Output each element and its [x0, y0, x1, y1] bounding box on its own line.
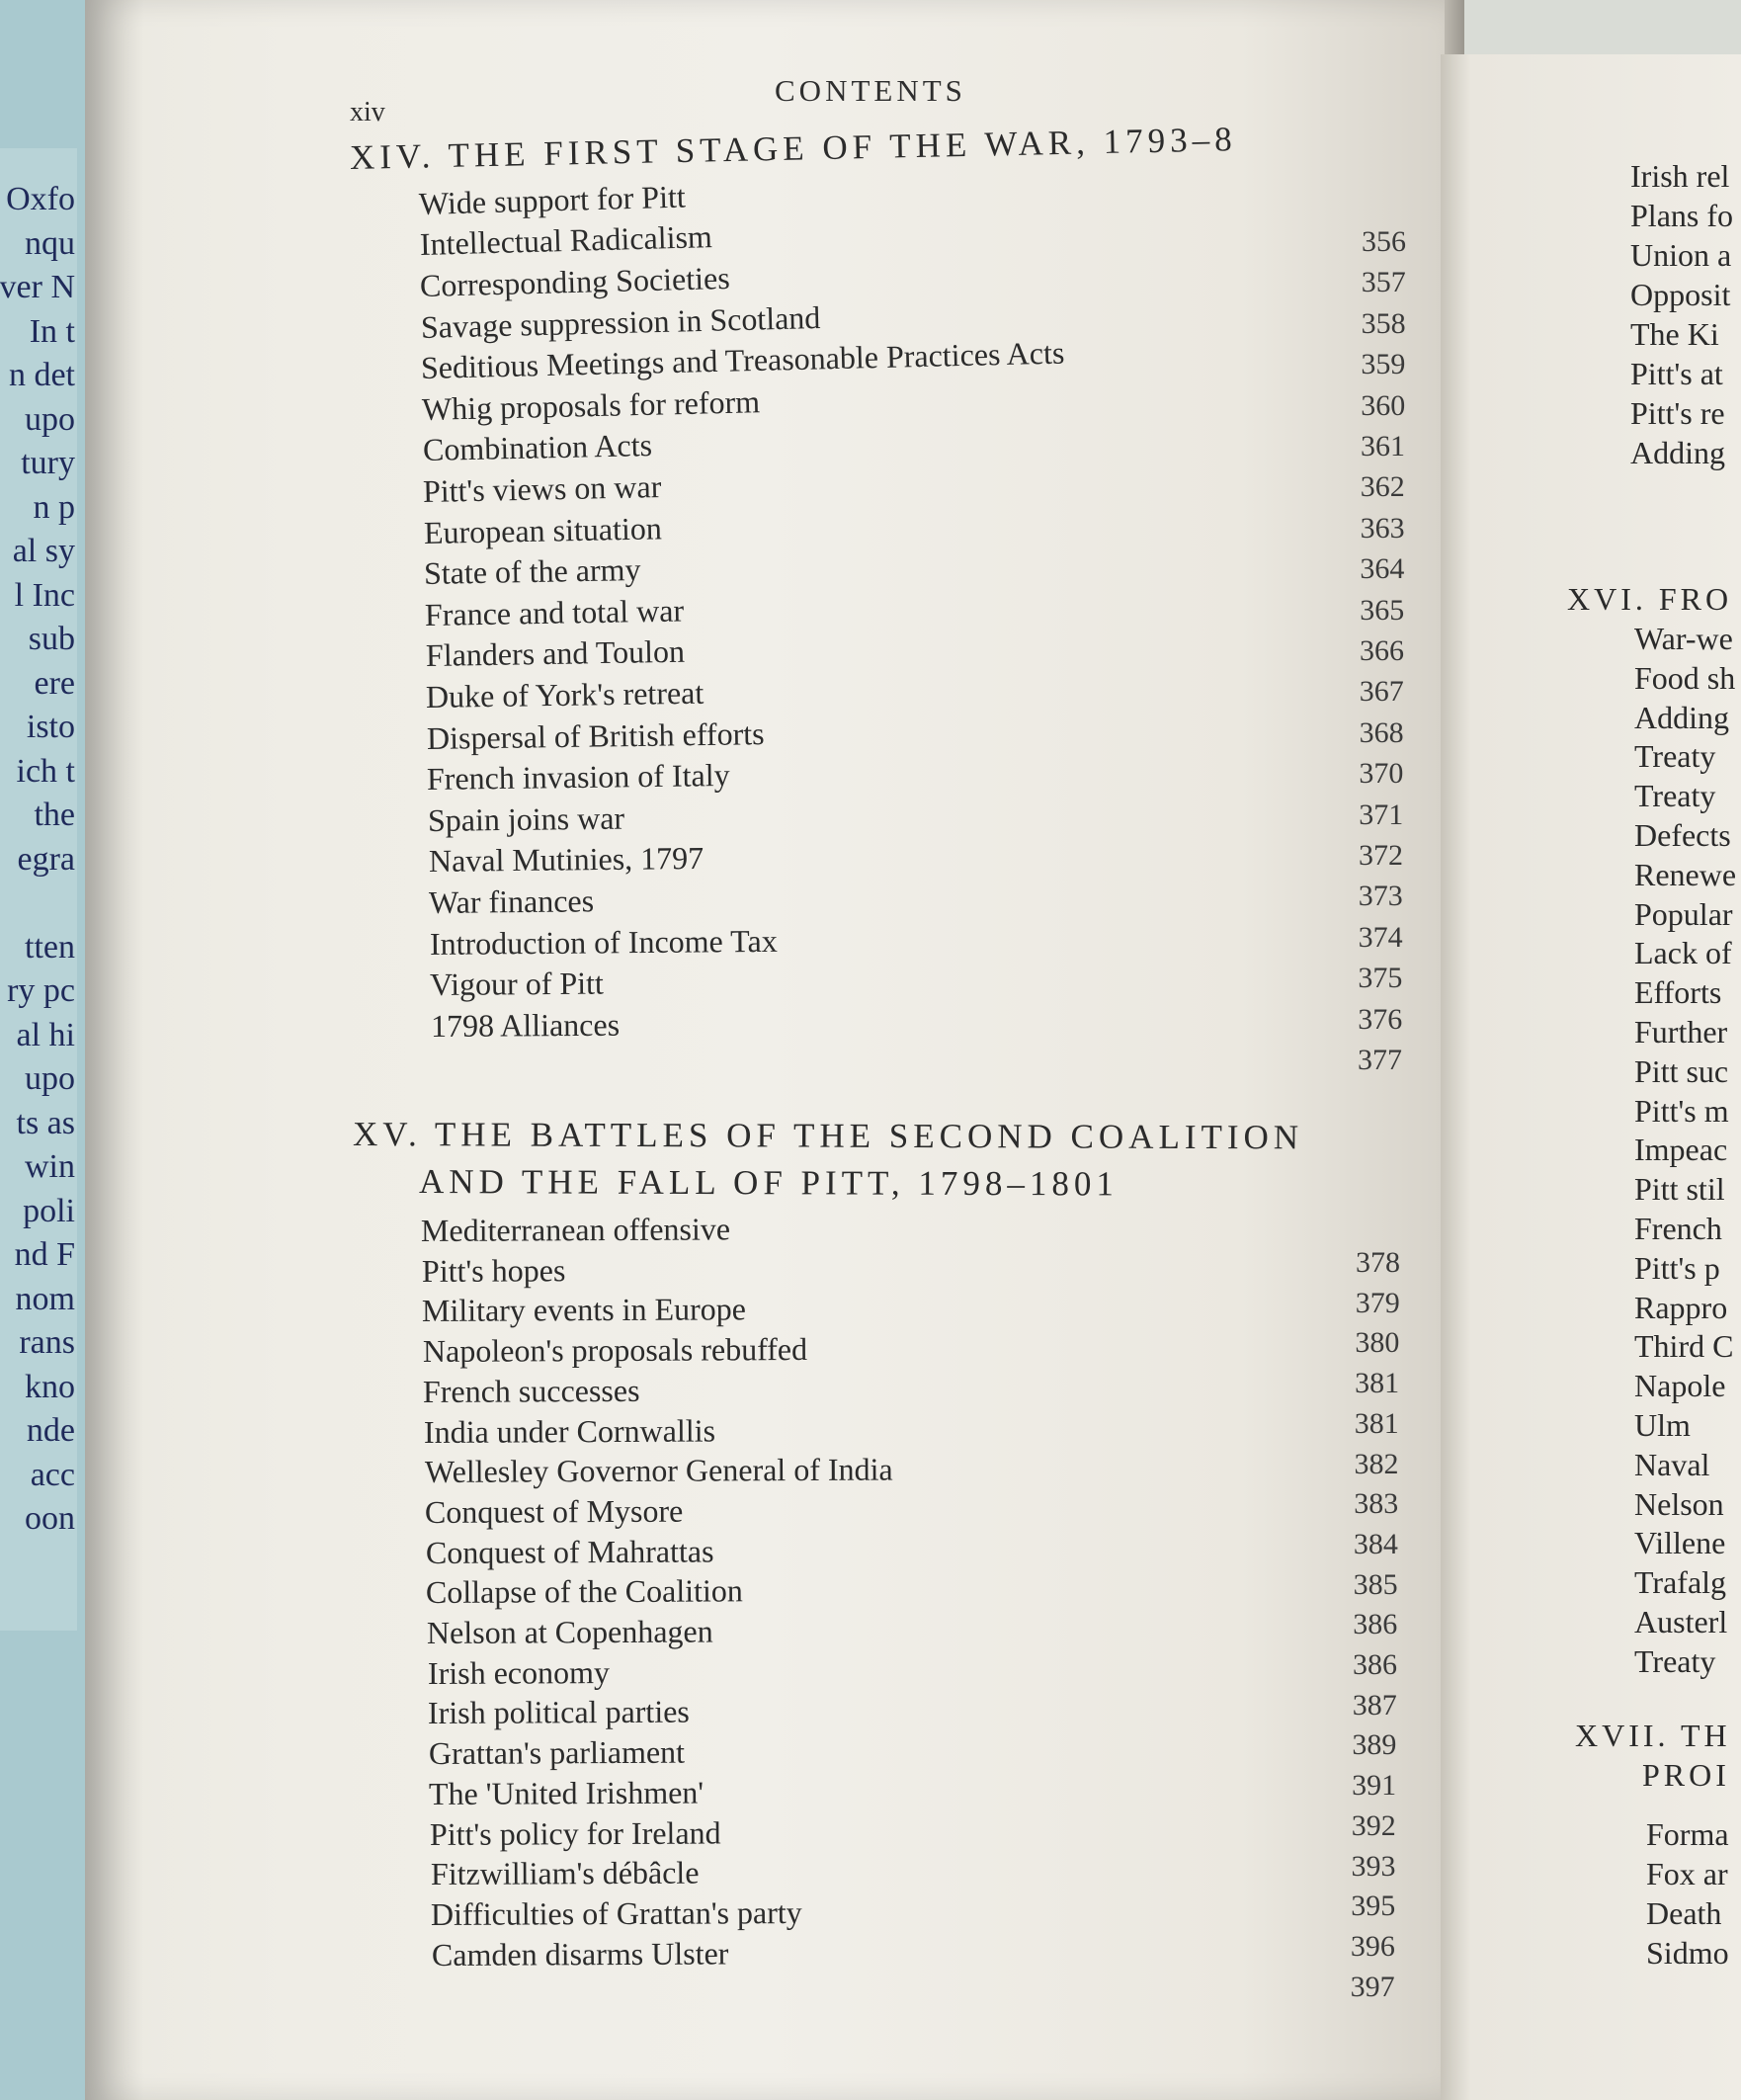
facing-page-entry: Impeac [1634, 1132, 1728, 1168]
facing-page-entry: Adding [1634, 699, 1729, 735]
contents-entry-title: Collapse of the Coalition [426, 1572, 744, 1611]
contents-entry-title: Camden disarms Ulster [431, 1935, 729, 1973]
contents-entry-page: 386 [1353, 1608, 1398, 1641]
contents-entry-page: 383 [1354, 1487, 1399, 1521]
facing-page-entry: Further [1634, 1014, 1728, 1050]
contents-entry-page: 391 [1352, 1769, 1397, 1803]
facing-page-entry: Death [1646, 1895, 1722, 1931]
contents-entry-title: Nelson at Copenhagen [426, 1613, 713, 1650]
contents-entry-page: 396 [1350, 1929, 1395, 1963]
adjacent-book-text-line: upo [25, 400, 75, 438]
facing-page-entry: Opposit [1630, 277, 1731, 312]
contents-entry-page: 385 [1353, 1567, 1398, 1601]
contents-entry-title: War finances [429, 882, 595, 920]
facing-page-entry: Villene [1634, 1525, 1726, 1561]
contents-entry-page: 374 [1358, 920, 1403, 954]
contents-entry-title: Difficulties of Grattan's party [431, 1893, 803, 1932]
adjacent-book-text-line: ts as [16, 1104, 75, 1141]
contents-entry-title: Pitt's hopes [421, 1251, 566, 1289]
facing-page [1441, 54, 1741, 2100]
adjacent-book-text-line: acc [30, 1456, 75, 1493]
contents-entry-page: 381 [1354, 1406, 1399, 1440]
facing-page-entry: Treaty [1634, 778, 1716, 814]
contents-entry-title: Naval Mutinies, 1797 [428, 840, 704, 880]
adjacent-book-text-line: tten [25, 928, 75, 966]
running-head: CONTENTS [775, 73, 966, 108]
facing-page-entry: Sidmo [1646, 1935, 1729, 1971]
adjacent-book-text-line: n det [8, 357, 75, 393]
contents-entry-page: 380 [1355, 1326, 1400, 1360]
adjacent-book-text-line: egra [17, 840, 75, 878]
contents-entry-page: 381 [1355, 1367, 1400, 1400]
adjacent-book-text-line: In t [29, 312, 75, 350]
chapter-numeral: XV. [352, 1115, 435, 1154]
adjacent-book-text-line: upo [25, 1060, 75, 1097]
contents-entry-page: 397 [1350, 1970, 1395, 2003]
adjacent-book-text-line: Oxfo [6, 181, 75, 217]
adjacent-book-text-line: kno [25, 1368, 75, 1405]
adjacent-book-text-line: win [25, 1148, 75, 1185]
contents-entry-page: 356 [1362, 225, 1406, 258]
adjacent-book-text-line: ere [34, 664, 75, 702]
contents-entry-page: 386 [1353, 1648, 1397, 1681]
contents-entry-title: Irish political parties [428, 1694, 691, 1731]
facing-page-entry: Pitt suc [1634, 1052, 1729, 1089]
contents-entry-page: 364 [1360, 552, 1405, 586]
contents-entry-title: France and total war [424, 592, 685, 632]
contents-entry-title: Whig proposals for reform [421, 383, 761, 427]
contents-entry-title: Vigour of Pitt [430, 965, 605, 1003]
adjacent-book-text-line: al hi [16, 1016, 75, 1053]
facing-page-entry: Lack of [1634, 935, 1732, 971]
chapter-heading [419, 1162, 1119, 1204]
adjacent-book-cover [0, 0, 87, 2100]
gutter-shadow [85, 0, 144, 2100]
facing-page-entry: Defects [1634, 817, 1731, 853]
facing-page-entry: Nelson [1634, 1485, 1724, 1522]
facing-page-entry: Treaty [1634, 1642, 1716, 1679]
contents-entry-page: 378 [1356, 1246, 1400, 1279]
contents-entry-page: 375 [1358, 962, 1403, 995]
contents-entry-title: Conquest of Mysore [425, 1492, 684, 1530]
facing-page-entry: Food sh [1634, 659, 1736, 696]
adjacent-book-text-line: ver N [0, 269, 75, 305]
facing-page-entry: Fox ar [1646, 1856, 1728, 1891]
contents-entry-title: Fitzwilliam's débâcle [430, 1854, 700, 1892]
facing-page-entry: Plans fo [1630, 198, 1733, 233]
adjacent-book-text-line: tury [21, 445, 75, 481]
contents-entry-title: Savage suppression in Scotland [420, 298, 821, 345]
facing-page-chapter-heading: XVII. TH [1575, 1718, 1731, 1753]
contents-entry-title: Wellesley Governor General of India [424, 1451, 893, 1490]
contents-entry-title: Spain joins war [427, 799, 625, 838]
contents-entry-page: 373 [1358, 880, 1403, 913]
contents-entry-title: India under Cornwallis [423, 1411, 716, 1450]
adjacent-book-text-line: the [34, 797, 75, 833]
facing-page-entry: Naval [1634, 1446, 1710, 1482]
contents-entry-page: 368 [1359, 715, 1404, 749]
facing-page-entry: Napole [1634, 1368, 1726, 1404]
facing-page-entry: French [1634, 1211, 1722, 1246]
contents-entry-title: Duke of York's retreat [425, 674, 705, 714]
contents-entry-title: Flanders and Toulon [425, 633, 685, 674]
facing-page-chapter-heading: XVI. FRO [1567, 581, 1733, 617]
contents-entry-title: Corresponding Societies [419, 259, 731, 303]
contents-entry-page: 387 [1352, 1688, 1397, 1722]
chapter-title-line: THE BATTLES OF THE SECOND COALITION [434, 1115, 1304, 1157]
contents-entry-title: Conquest of Mahrattas [425, 1533, 714, 1570]
adjacent-book-text-line: nd F [14, 1236, 75, 1273]
contents-entry-title: The 'United Irishmen' [429, 1774, 705, 1811]
contents-entry-page: 379 [1355, 1286, 1400, 1319]
contents-entry-title: French invasion of Italy [427, 757, 731, 798]
facing-page-entry: Pitt's at [1630, 356, 1723, 391]
chapter-heading [353, 1115, 1303, 1157]
facing-page-entry: Rappro [1634, 1289, 1728, 1325]
contents-entry-page: 359 [1361, 348, 1406, 381]
contents-entry-page: 392 [1351, 1808, 1396, 1842]
contents-entry-page: 361 [1361, 430, 1405, 462]
contents-entry-page: 367 [1359, 675, 1404, 709]
contents-entry-page: 384 [1353, 1527, 1398, 1560]
contents-entry-page: 370 [1359, 757, 1404, 791]
adjacent-book-text-line: oon [25, 1500, 75, 1537]
facing-page-entry: Pitt's re [1630, 395, 1725, 431]
adjacent-book-text-line: nom [15, 1280, 75, 1317]
contents-entry-title: Wide support for Pitt [418, 178, 687, 221]
facing-page-entry: The Ki [1630, 316, 1719, 352]
contents-entry-title: Military events in Europe [422, 1291, 747, 1329]
page-folio: xiv [350, 97, 385, 127]
contents-entry-title: Napoleon's proposals rebuffed [422, 1331, 807, 1370]
contents-entry-page: 360 [1361, 388, 1406, 422]
adjacent-book-text-line: sub [28, 621, 75, 657]
contents-entry-title: European situation [423, 509, 662, 550]
adjacent-book-text-line: rans [19, 1324, 75, 1361]
contents-entry-page: 376 [1358, 1002, 1403, 1036]
adjacent-book-text-line: isto [26, 709, 75, 745]
facing-page-entry: Adding [1630, 435, 1725, 470]
facing-page-entry: Union a [1630, 237, 1732, 273]
contents-entry-title: French successes [423, 1372, 640, 1409]
facing-page-entry: Austerl [1634, 1604, 1728, 1639]
contents-entry-page: 363 [1360, 511, 1405, 545]
contents-entry-title: Intellectual Radicalism [419, 218, 712, 263]
facing-page-entry: Pitt's m [1634, 1092, 1729, 1129]
contents-entry-page: 389 [1352, 1728, 1397, 1762]
facing-page-entry: Trafalg [1634, 1564, 1727, 1601]
contents-entry-title: Grattan's parliament [428, 1733, 685, 1772]
chapter-numeral: XIV. [349, 135, 449, 177]
contents-entry-title: State of the army [424, 551, 642, 592]
chapter-title-line: THE FIRST STAGE OF THE WAR, 1793–8 [448, 120, 1238, 175]
contents-entry-page: 365 [1360, 593, 1405, 627]
adjacent-book-text-line: al sy [12, 533, 75, 569]
contents-entry-page: 393 [1351, 1849, 1396, 1883]
contents-entry-title: Combination Acts [422, 427, 652, 468]
contents-entry-page: 357 [1361, 266, 1406, 299]
contents-entry-page: 366 [1360, 634, 1404, 667]
facing-page-entry: Efforts [1634, 974, 1722, 1011]
contents-entry-page: 362 [1360, 470, 1405, 504]
contents-entry-title: Pitt's policy for Ireland [429, 1813, 721, 1852]
contents-entry-page: 372 [1359, 839, 1403, 872]
contents-entry-page: 377 [1358, 1044, 1402, 1076]
facing-page-entry: Renewe [1634, 856, 1737, 892]
facing-page-entry: Ulm [1634, 1407, 1691, 1443]
contents-entry-title: Pitt's views on war [422, 468, 662, 509]
adjacent-book-text-line: poli [23, 1192, 75, 1229]
facing-page-entry: Pitt stil [1634, 1171, 1725, 1208]
contents-entry-page: 382 [1354, 1447, 1399, 1480]
facing-page-entry: Irish rel [1630, 158, 1730, 194]
facing-page-entry: Treaty [1634, 738, 1716, 775]
facing-page-entry: Pitt's p [1634, 1249, 1720, 1286]
facing-page-entry: Forma [1646, 1816, 1729, 1852]
chapter-title-line: AND THE FALL OF PITT, 1798–1801 [418, 1162, 1119, 1204]
facing-page-chapter-heading: PROI [1642, 1757, 1730, 1793]
contents-entry-page: 395 [1351, 1890, 1396, 1923]
contents-entry-title: 1798 Alliances [430, 1006, 621, 1044]
contents-entry-page: 358 [1361, 306, 1406, 340]
contents-entry-title: Dispersal of British efforts [426, 714, 765, 756]
facing-page-entry: War-we [1634, 621, 1733, 656]
contents-entry-title: Irish economy [427, 1653, 610, 1691]
facing-page-entry: Third C [1634, 1328, 1734, 1365]
adjacent-book-text-line: nqu [25, 224, 75, 262]
contents-entry-title: Mediterranean offensive [420, 1211, 731, 1248]
adjacent-book-text-line: ich t [16, 752, 75, 790]
contents-entry-page: 371 [1359, 798, 1404, 831]
adjacent-book-text-line: ry pc [7, 972, 75, 1009]
adjacent-book-text-line: nde [26, 1412, 75, 1449]
adjacent-book-text-line: n p [33, 488, 75, 526]
contents-entry-title: Introduction of Income Tax [429, 922, 778, 962]
facing-page-entry: Popular [1634, 895, 1733, 932]
contents-entry-title: Seditious Meetings and Treasonable Practices Acts [420, 334, 1066, 386]
adjacent-book-text-line: l Inc [14, 576, 75, 614]
